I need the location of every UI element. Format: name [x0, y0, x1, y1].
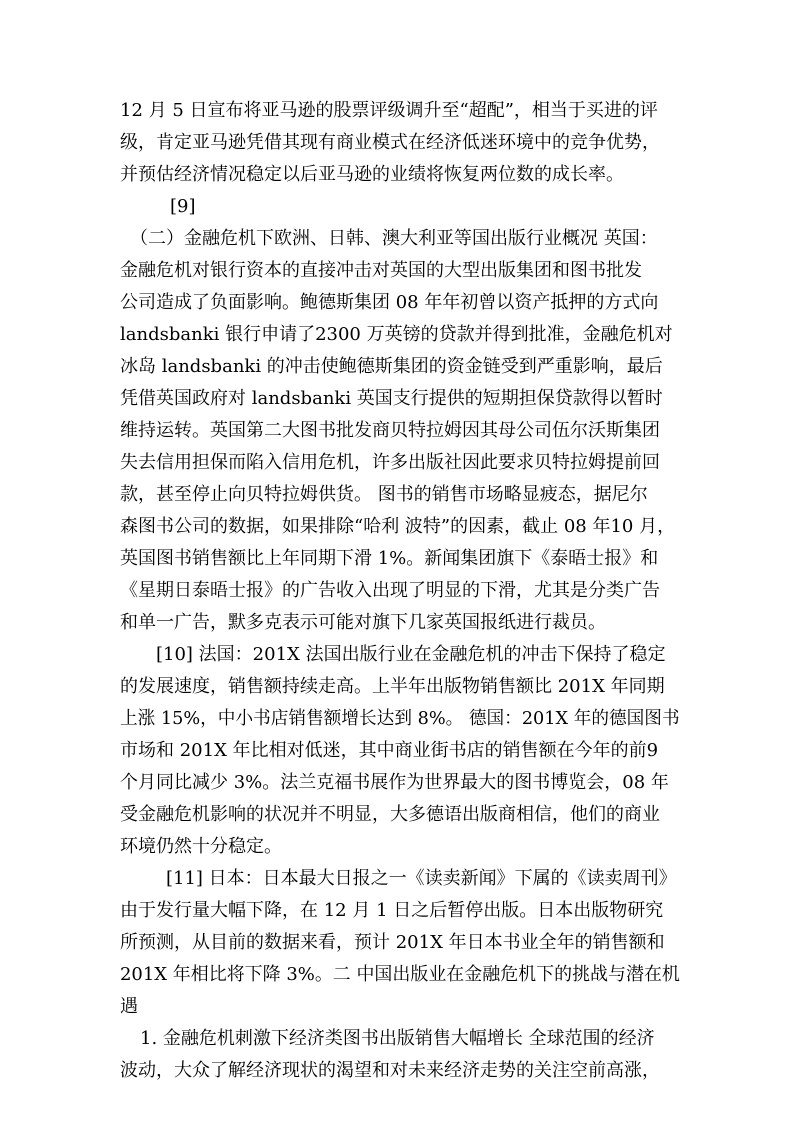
text-line: 级，肯定亚马逊凭借其现有商业模式在经济低迷环境中的竞争优势， — [120, 132, 660, 153]
text-line: 维持运转。英国第二大图书批发商贝特拉姆因其母公司伍尔沃斯集团 — [120, 420, 660, 441]
text-line: 冰岛 landsbanki 的冲击使鲍德斯集团的资金链受到严重影响，最后 — [120, 356, 663, 377]
text-line: 环境仍然十分稳定。 — [120, 836, 282, 857]
text-line: 个月同比减少 3%。法兰克福书展作为世界最大的图书博览会，08 年 — [120, 772, 669, 793]
text-line: 公司造成了负面影响。鲍德斯集团 08 年年初曾以资产抵押的方式向 — [120, 292, 659, 313]
text-line: 的发展速度，销售额持续走高。上半年出版物销售额比 201X 年同期 — [120, 676, 665, 697]
text-line: [10] 法国：201X 法国出版行业在金融危机的冲击下保持了稳定 — [156, 644, 666, 665]
text-line: 市场和 201X 年比相对低迷，其中商业街书店的销售额在今年的前9 — [120, 740, 659, 761]
text-line: 和单一广告，默多克表示可能对旗下几家英国报纸进行裁员。 — [120, 612, 606, 633]
text-line: 波动，大众了解经济现状的渴望和对未来经济走势的关注空前高涨， — [120, 1060, 660, 1081]
text-line: [9] — [170, 196, 196, 217]
text-line: 上涨 15%，中小书店销售额增长达到 8%。 德国：201X 年的德国图书 — [120, 708, 680, 729]
text-line: 英国图书销售额比上年同期下滑 1%。新闻集团旗下《泰晤士报》和 — [120, 548, 659, 569]
text-line: landsbanki 银行申请了2300 万英镑的贷款并得到批准，金融危机对 — [120, 324, 673, 345]
text-line: 失去信用担保而陷入信用危机，许多出版社因此要求贝特拉姆提前回 — [120, 452, 660, 473]
text-line: 凭借英国政府对 landsbanki 英国支行提供的短期担保贷款得以暂时 — [120, 388, 663, 409]
text-line: 款，甚至停止向贝特拉姆供货。 图书的销售市场略显疲态，据尼尔 — [120, 484, 648, 505]
text-line: 12 月 5 日宣布将亚马逊的股票评级调升至“超配”，相当于买进的评 — [120, 100, 658, 121]
text-line: 由于发行量大幅下降，在 12 月 1 日之后暂停出版。日本出版物研究 — [120, 900, 664, 921]
text-line: 并预估经济情况稳定以后亚马逊的业绩将恢复两位数的成长率。 — [120, 164, 624, 185]
section-heading: 1. 金融危机刺激下经济类图书出版销售大幅增长 全球范围的经济 — [140, 1028, 655, 1049]
text-line: 遇 — [120, 996, 138, 1017]
text-line: 201X 年相比将下降 3%。二 中国出版业在金融危机下的挑战与潜在机 — [120, 964, 680, 985]
text-line: [11] 日本：日本最大日报之一《读卖新闻》下属的《读卖周刊》 — [166, 868, 677, 889]
text-line: 金融危机对银行资本的直接冲击对英国的大型出版集团和图书批发 — [120, 260, 642, 281]
text-line: 所预测，从目前的数据来看，预计 201X 年日本书业全年的销售额和 — [120, 932, 665, 953]
text-line: 森图书公司的数据，如果排除“哈利 波特”的因素，截止 08 年10 月， — [120, 516, 676, 537]
text-line: 受金融危机影响的状况并不明显，大多德语出版商相信，他们的商业 — [120, 804, 660, 825]
text-line: 《星期日泰晤士报》的广告收入出现了明显的下滑，尤其是分类广告 — [120, 580, 660, 601]
section-heading: （二）金融危机下欧洲、日韩、澳大利亚等国出版行业概况 英国： — [130, 228, 658, 249]
